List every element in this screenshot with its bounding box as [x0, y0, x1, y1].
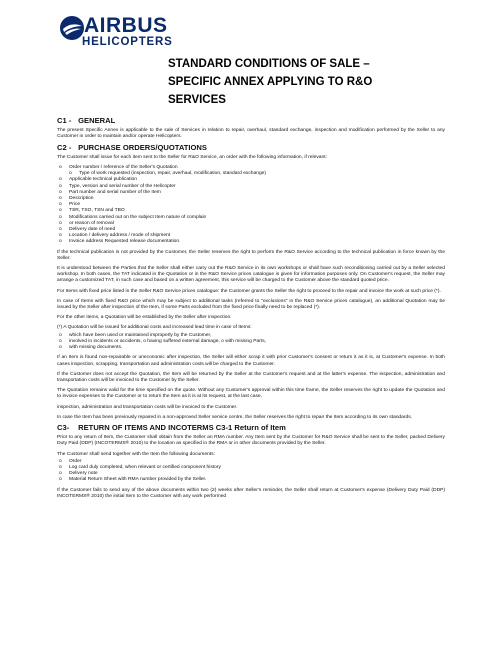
list-item: o Location / delivery address / mode of shipment: [57, 233, 445, 239]
section-number: C1 -: [57, 116, 72, 125]
list-item: o Part number and serial number of the Item: [57, 190, 445, 196]
document-title: [168, 55, 428, 109]
list-item: o Delivery note: [57, 471, 445, 477]
list-item: o Type, version and serial number of the Helicopter: [57, 184, 445, 190]
list-item: o Applicable technical publication: [57, 177, 445, 183]
list-item: o TSR, TSO, TSN and TBO: [57, 208, 445, 214]
list-item: o with missing documents.: [57, 345, 445, 351]
logo-subtitle: HELICOPTERS: [82, 36, 173, 48]
section-title: PURCHASE ORDERS/QUOTATIONS: [78, 142, 207, 152]
list-item: o Log card duly completed, when relevant or certified component history: [57, 465, 445, 471]
paragraph: For the other items, a Quotation will be established by the Seller after inspection.: [57, 315, 232, 321]
list-item: o Order: [57, 459, 445, 465]
logo-wordmark: AIRBUS: [84, 14, 168, 37]
paragraph: The Customer shall send together with the Item the following documents:: [57, 451, 215, 457]
section-title: RETURN OF ITEMS AND INCOTERMS C3-1 Return of Item: [78, 422, 286, 432]
paragraph: In case of Items with fixed R&O price which may be subject to additional tasks (referred to "exclusions" in the R&O Service prices catalogue), an additional Quotation may be issued by the Seller after inspection of the Item, if some Parts excluded from the fixed price finally need to be replaced (*).: [57, 298, 445, 311]
paragraph: If an Item is found non-repairable or uneconomic after inspection, the Seller will either scrap it with prior Customer's consent or return it as it is, at Customer's expense. In both cases inspection, scrapping, transportation and administration costs will be charged to the Customer.: [57, 355, 445, 367]
title-line-1: STANDARD CONDITIONS OF SALE –: [168, 58, 370, 70]
section-number: C3-: [57, 422, 70, 432]
paragraph: It is understood between the Parties that the Seller shall either carry out the R&O Service in its own workshops or shall have such reconditioning carried out by a Seller selected workshop. In both cases, the TAT indicated in the Quotation or in the R&O Service prices catalogue is given for information purposes only. On Customer's request, the Seller may arrange a customized TAT, in such case and based on a written agreement, this service will be charged to the Customer above the standard quoted price.: [57, 266, 445, 284]
section-number: C2 -: [57, 142, 72, 152]
airbus-helicopters-logo: [58, 14, 178, 58]
document-body: [57, 115, 445, 504]
list-item: o Modifications carried out on the subject Item nature of complain: [57, 215, 445, 221]
paragraph: The Customer shall issue for each item sent to the Seller for R&O Service, an order with the following information, if relevant:: [57, 154, 327, 160]
list-item: o involved in incidents or accidents, o having suffered external damage, o with missing Parts,: [57, 339, 445, 345]
paragraph: The present Specific Annex is applicable to the sale of Services in relation to repair, overhaul, standard exchange, inspection and modification performed by the Seller to any Customer in order to maintain and/or operate Helicopters.: [57, 128, 445, 140]
list-item: o which have been used or maintained improperly by the Customer,: [57, 333, 445, 339]
title-line-3: SERVICES: [168, 94, 226, 106]
list-item: o Type of work requested (inspection, repair, overhaul, modification, standard exchange): [57, 171, 445, 177]
list-item: o Delivery date of need: [57, 227, 445, 233]
section-heading-c2: [57, 142, 445, 152]
list-item: o Order number / reference of the Seller's Quotation: [57, 165, 445, 171]
paragraph: The Quotation remains valid for the time specified on the quote. Without any Customer's approval within this time frame, the Seller reserves the right to update the Quotation and to invoice expenses to the Customer or to return the Item as it is at its request, at the last case,: [57, 388, 445, 400]
list-item: o Description: [57, 196, 445, 202]
paragraph: In case the Item has been previously repaired in a non-approved Seller service centre, the Seller reserves the right to repair the Item according to its own standards.: [57, 414, 413, 420]
list-item: o Price: [57, 202, 445, 208]
section-title: GENERAL: [78, 116, 116, 125]
quotation-conditions-list: [57, 333, 445, 352]
list-item: o or reason of removal: [57, 221, 445, 227]
paragraph: If the Customer fails to send any of the above documents within two (2) weeks after Seller's reminder, the Seller shall return at Customer's expense (Delivery Duty Paid (DDP) INCOTERMS® 2010) the initial Item to the Customer with any work performed: [57, 487, 445, 499]
return-documents-list: [57, 459, 445, 484]
paragraph: If the Customer does not accept the Quotation, the Item will be returned by the Seller at the Customer's request and at the latter's expense. The inspection, administration and transportation costs will be invoiced to the Customer by the Seller.: [57, 371, 445, 383]
paragraph: Prior to any return of Item, the Customer shall obtain from the Seller an RMA number. Any Item sent by the Customer for R&O Service shall be sent to the Seller, packed Delivery Duty Paid (DDP) (INCOTERMS® 2010) to the location as specified in the RMA or in other documents provided by the Seller.: [57, 435, 445, 447]
section-heading-c1: [57, 118, 445, 124]
paragraph: inspection, administration and transportation costs will be invoiced to the Customer.: [57, 404, 238, 410]
title-line-2: SPECIFIC ANNEX APPLYING TO R&O: [168, 76, 373, 88]
paragraph: (*) A Quotation will be issued for additional costs and increased lead time in case of Items:: [57, 325, 252, 331]
list-item: o Invoice address Requested release documentation.: [57, 239, 445, 245]
list-item: o Material Return Sheet with RMA number provided by the Seller.: [57, 477, 445, 483]
paragraph: For Items with fixed price listed in the Seller R&O Service prices catalogue: the Customer grants the Seller the right to proceed to the repair and invoice the work at such price (*).: [57, 288, 441, 294]
paragraph: If the technical publication is not provided by the Customer, the Seller reserves the right to perform the R&O Service according to the technical publication in force known by the Seller.: [57, 249, 445, 261]
order-info-list: [57, 165, 445, 246]
section-heading-c3: [57, 422, 445, 432]
